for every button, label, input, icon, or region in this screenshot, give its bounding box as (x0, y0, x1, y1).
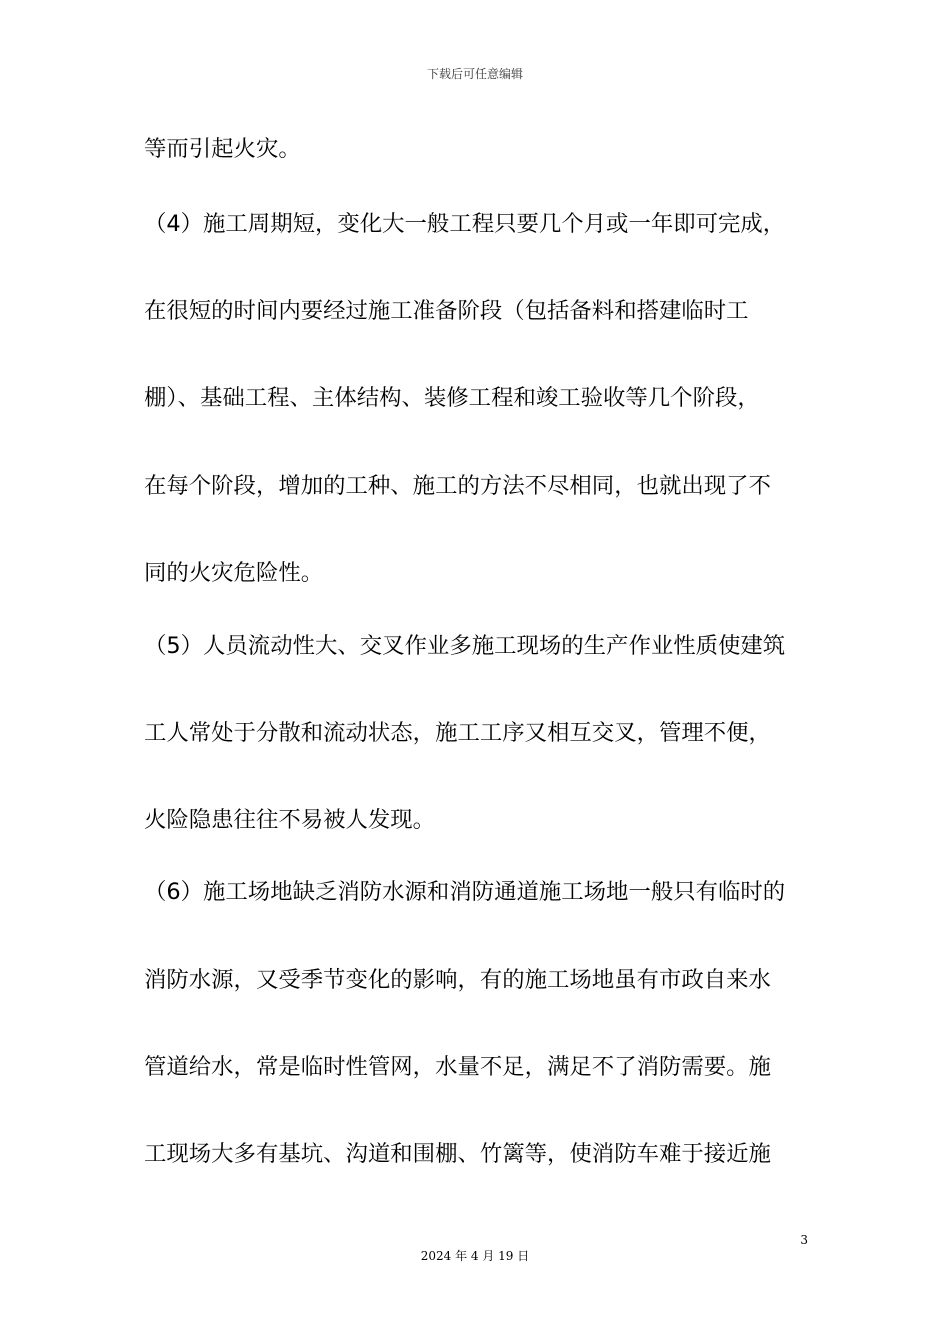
text-line: （5）人员流动性大、交叉作业多施工现场的生产作业性质使建筑 (144, 633, 786, 659)
text-line: 在很短的时间内要经过施工准备阶段（包括备料和搭建临时工 (144, 298, 749, 324)
text-line: 在每个阶段，增加的工种、施工的方法不尽相同，也就出现了不 (144, 473, 771, 499)
text-line: 同的火灾危险性。 (144, 560, 324, 586)
text-line: （6）施工场地缺乏消防水源和消防通道施工场地一般只有临时的 (144, 879, 786, 905)
text-line: 棚）、基础工程、主体结构、装修工程和竣工验收等几个阶段， (144, 385, 760, 411)
text-line: 工人常处于分散和流动状态，施工工序又相互交叉，管理不便， (144, 720, 771, 746)
text-line: （4）施工周期短，变化大一般工程只要几个月或一年即可完成， (144, 211, 786, 237)
text-line: 管道给水，常是临时性管网，水量不足，满足不了消防需要。施 (144, 1054, 771, 1080)
text-line: 火险隐患往往不易被人发现。 (144, 807, 436, 833)
page-number: 3 (800, 1233, 808, 1247)
footer-date: 2024 年 4 月 19 日 (420, 1249, 530, 1263)
page-header: 下载后可任意编辑 (426, 67, 523, 81)
text-line: 等而引起火灾。 (144, 136, 301, 162)
text-line: 消防水源，又受季节变化的影响，有的施工场地虽有市政自来水 (144, 967, 771, 993)
text-line: 工现场大多有基坑、沟道和围棚、竹篱等，使消防车难于接近施 (144, 1141, 771, 1167)
